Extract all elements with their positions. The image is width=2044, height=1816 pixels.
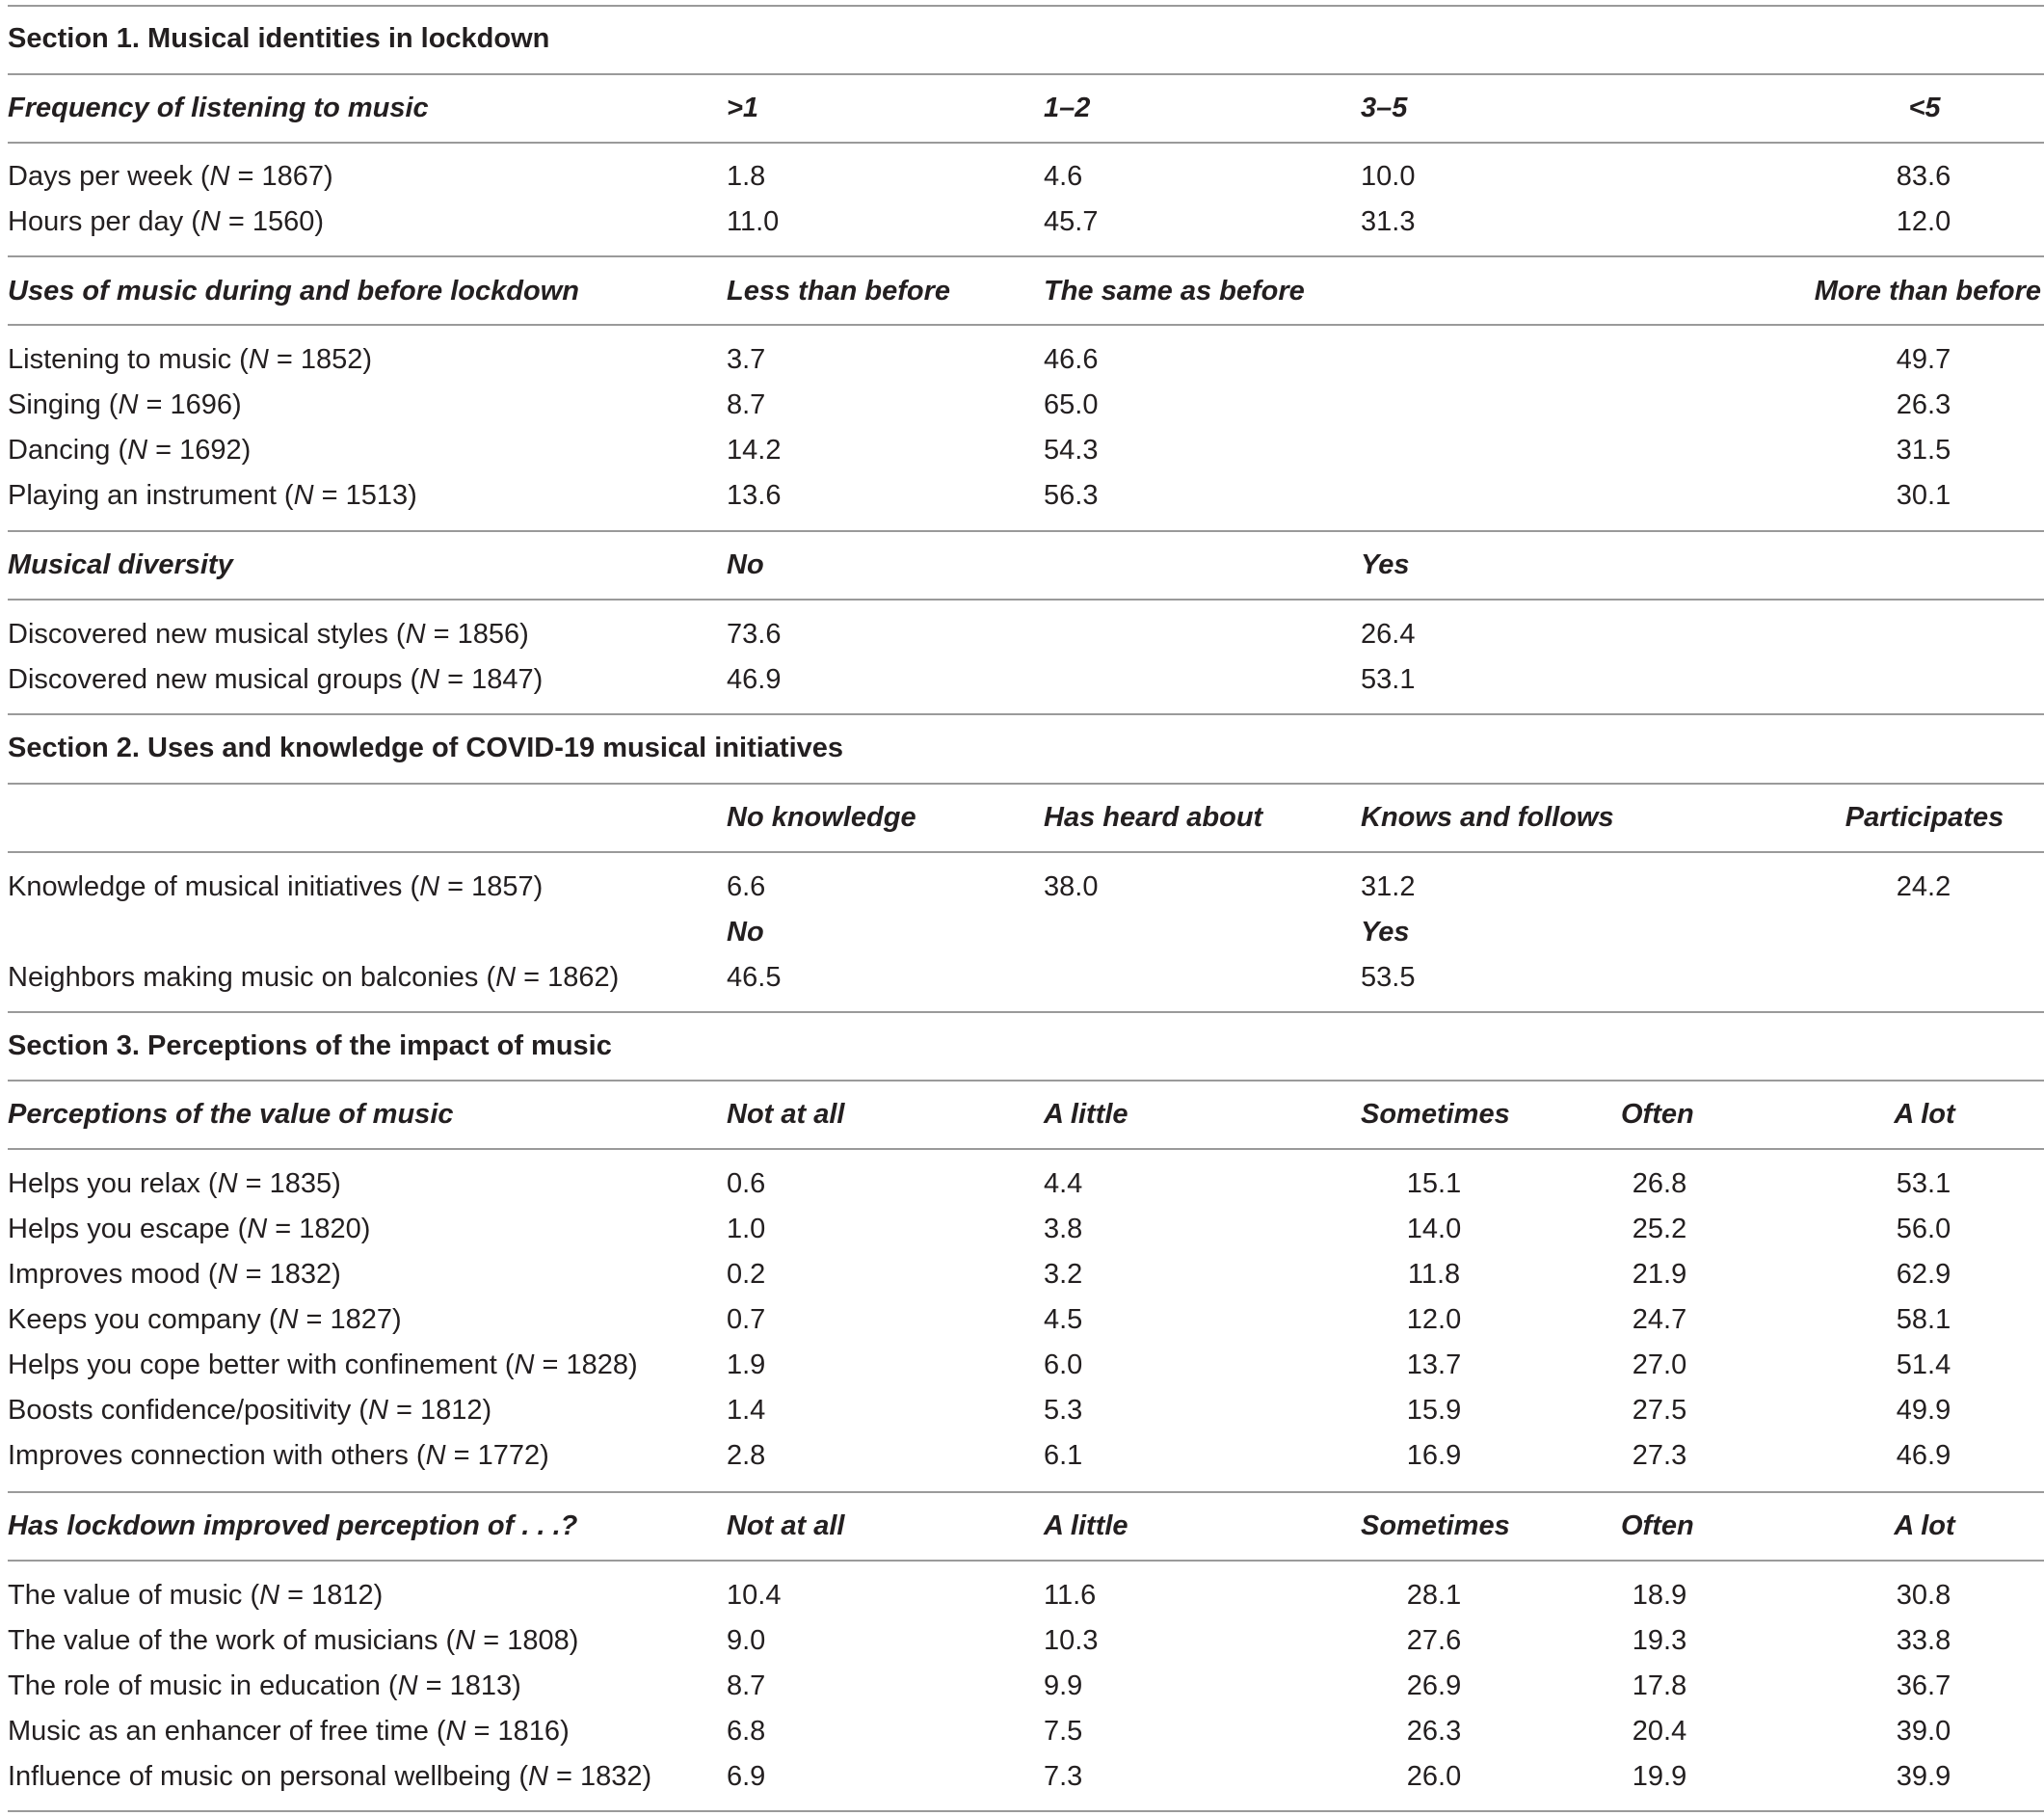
table-cell: 12.0: [1896, 206, 1951, 237]
table-cell: 18.9: [1632, 1580, 1687, 1611]
table-cell: 31.5: [1896, 435, 1951, 466]
table-cell: 4.5: [1044, 1304, 1083, 1335]
table-row: [0, 1300, 2044, 1339]
table-cell: 21.9: [1632, 1259, 1687, 1290]
table-cell: 33.8: [1896, 1625, 1951, 1656]
section-title-row: [0, 1027, 2044, 1065]
table-row: [0, 1436, 2044, 1475]
table-row: [0, 1712, 2044, 1750]
table-rule: [8, 1491, 2044, 1493]
table-row: [0, 660, 2044, 699]
table-cell: 24.2: [1896, 871, 1951, 902]
table-cell: 15.1: [1406, 1168, 1462, 1199]
table-cell: 39.9: [1896, 1761, 1951, 1792]
row-label: Helps you relax (N = 1835): [8, 1168, 341, 1199]
table-cell: 53.5: [1361, 962, 1416, 993]
header-row: [0, 89, 2044, 127]
table-cell: 53.1: [1896, 1168, 1951, 1199]
table-cell: 36.7: [1896, 1670, 1951, 1701]
table-cell: 1.4: [727, 1395, 766, 1426]
table-rule: [8, 1080, 2044, 1082]
table-cell: 56.0: [1896, 1214, 1951, 1244]
column-header: Yes: [1361, 549, 1410, 580]
section-title: Section 3. Perceptions of the impact of music: [8, 1030, 612, 1061]
table-cell: 3.7: [727, 344, 766, 375]
row-label: Influence of music on personal wellbeing (N = 1832): [8, 1761, 652, 1792]
table-cell: 1.9: [727, 1349, 766, 1380]
table-cell: 27.3: [1632, 1440, 1687, 1471]
header-row: [0, 1507, 2044, 1545]
row-label: The value of the work of musicians (N = 1808): [8, 1625, 579, 1656]
table-cell: 0.7: [727, 1304, 766, 1335]
header-row: [0, 1095, 2044, 1134]
section-title-row: [0, 729, 2044, 767]
table-cell: 27.0: [1632, 1349, 1687, 1380]
table-cell: 45.7: [1044, 206, 1099, 237]
table-cell: 26.8: [1632, 1168, 1687, 1199]
table-row: [0, 1576, 2044, 1615]
column-header: Sometimes: [1361, 1510, 1510, 1541]
table-cell: 56.3: [1044, 480, 1099, 511]
table-cell: 9.9: [1044, 1670, 1083, 1701]
table-cell: 51.4: [1896, 1349, 1951, 1380]
column-header: Not at all: [727, 1510, 845, 1541]
table-cell: 19.3: [1632, 1625, 1687, 1656]
table-cell: 6.9: [727, 1761, 766, 1792]
table-cell: 8.7: [727, 1670, 766, 1701]
table-row: [0, 1757, 2044, 1796]
table-rule: [8, 5, 2044, 7]
column-header: Not at all: [727, 1099, 845, 1130]
table-cell: 46.5: [727, 962, 782, 993]
row-label: Knowledge of musical initiatives (N = 1857): [8, 871, 544, 902]
table-rule: [8, 142, 2044, 144]
row-header-label: Frequency of listening to music: [8, 93, 429, 123]
row-header-label: Perceptions of the value of music: [8, 1099, 454, 1130]
row-label: Boosts confidence/positivity (N = 1812): [8, 1395, 492, 1426]
table-cell: 6.6: [727, 871, 766, 902]
row-label: Neighbors making music on balconies (N = 1862): [8, 962, 620, 993]
table-cell: 9.0: [727, 1625, 766, 1656]
table-cell: 3.2: [1044, 1259, 1083, 1290]
column-header: Yes: [1361, 917, 1410, 948]
header-row: [0, 272, 2044, 310]
column-header: Often: [1621, 1099, 1694, 1130]
table-row: [0, 157, 2044, 196]
table-cell: 5.3: [1044, 1395, 1083, 1426]
column-header: Often: [1621, 1510, 1694, 1541]
row-label: Helps you cope better with confinement (N = 1828): [8, 1349, 638, 1380]
table-cell: 27.5: [1632, 1395, 1687, 1426]
table-cell: 65.0: [1044, 389, 1099, 420]
column-header: No knowledge: [727, 802, 916, 833]
table-cell: 4.6: [1044, 161, 1083, 192]
column-header: A little: [1044, 1099, 1128, 1130]
table-rule: [8, 255, 2044, 257]
row-label: Improves mood (N = 1832): [8, 1259, 341, 1290]
table-cell: 15.9: [1406, 1395, 1462, 1426]
table-cell: 6.0: [1044, 1349, 1083, 1380]
table-row: [0, 1255, 2044, 1294]
table-cell: 14.2: [727, 435, 782, 466]
row-label: Days per week (N = 1867): [8, 161, 333, 192]
row-label: Listening to music (N = 1852): [8, 344, 373, 375]
table-row: [0, 202, 2044, 241]
table-row: [0, 958, 2044, 997]
row-header-label: Musical diversity: [8, 549, 233, 580]
table-cell: 3.8: [1044, 1214, 1083, 1244]
row-header-label: Uses of music during and before lockdown: [8, 276, 579, 307]
column-header: More than before: [1814, 276, 2041, 307]
table-cell: 12.0: [1406, 1304, 1462, 1335]
section-title: Section 1. Musical identities in lockdown: [8, 23, 550, 54]
table-cell: 62.9: [1896, 1259, 1951, 1290]
table-cell: 10.0: [1361, 161, 1416, 192]
table-cell: 46.9: [1896, 1440, 1951, 1471]
table-cell: 26.4: [1361, 619, 1416, 650]
table-cell: 7.5: [1044, 1716, 1083, 1747]
table-cell: 16.9: [1406, 1440, 1462, 1471]
table-cell: 14.0: [1406, 1214, 1462, 1244]
table-cell: 46.9: [727, 664, 782, 695]
table-rule: [8, 530, 2044, 532]
column-header: No: [727, 549, 764, 580]
table-row: [0, 1210, 2044, 1248]
table-cell: 30.8: [1896, 1580, 1951, 1611]
table-cell: 8.7: [727, 389, 766, 420]
table-row: [0, 1621, 2044, 1660]
table-rule: [8, 783, 2044, 785]
table-cell: 10.4: [727, 1580, 782, 1611]
table-row: [0, 476, 2044, 515]
table-row: [0, 1667, 2044, 1705]
table-row: [0, 868, 2044, 906]
table-cell: 31.3: [1361, 206, 1416, 237]
table-rule: [8, 599, 2044, 601]
column-header: The same as before: [1044, 276, 1305, 307]
table-cell: 1.0: [727, 1214, 766, 1244]
column-header: 3–5: [1361, 93, 1408, 123]
table-cell: 26.9: [1406, 1670, 1462, 1701]
column-header: Sometimes: [1361, 1099, 1510, 1130]
table-row: [0, 1391, 2044, 1429]
table-cell: 7.3: [1044, 1761, 1083, 1792]
table-cell: 19.9: [1632, 1761, 1687, 1792]
table-cell: 58.1: [1896, 1304, 1951, 1335]
table-row: [0, 431, 2044, 469]
table-row: [0, 1346, 2044, 1384]
column-header: 1–2: [1044, 93, 1091, 123]
table-cell: 25.2: [1632, 1214, 1687, 1244]
table-cell: 17.8: [1632, 1670, 1687, 1701]
table-cell: 39.0: [1896, 1716, 1951, 1747]
table-cell: 20.4: [1632, 1716, 1687, 1747]
table-row: [0, 615, 2044, 654]
section-title: Section 2. Uses and knowledge of COVID-19 musical initiatives: [8, 733, 844, 763]
row-label: The value of music (N = 1812): [8, 1580, 384, 1611]
table-rule: [8, 73, 2044, 75]
column-header: A lot: [1894, 1099, 1955, 1130]
table-cell: 26.3: [1896, 389, 1951, 420]
header-row: [0, 798, 2044, 837]
table-cell: 24.7: [1632, 1304, 1687, 1335]
table-cell: 13.7: [1406, 1349, 1462, 1380]
table-rule: [8, 713, 2044, 715]
table-cell: 0.6: [727, 1168, 766, 1199]
column-header: <5: [1908, 93, 1941, 123]
table-cell: 26.0: [1406, 1761, 1462, 1792]
table-cell: 11.6: [1044, 1580, 1097, 1611]
table-cell: 31.2: [1361, 871, 1416, 902]
table-cell: 54.3: [1044, 435, 1099, 466]
row-label: Singing (N = 1696): [8, 389, 242, 420]
table-cell: 2.8: [727, 1440, 766, 1471]
section-title-row: [0, 19, 2044, 58]
table-cell: 83.6: [1896, 161, 1951, 192]
row-label: Hours per day (N = 1560): [8, 206, 325, 237]
table-rule: [8, 1148, 2044, 1150]
table-rule: [8, 1810, 2044, 1812]
table-cell: 46.6: [1044, 344, 1099, 375]
row-label: Improves connection with others (N = 1772): [8, 1440, 549, 1471]
row-label: Dancing (N = 1692): [8, 435, 252, 466]
column-header: Knows and follows: [1361, 802, 1614, 833]
row-label: Discovered new musical styles (N = 1856): [8, 619, 529, 650]
row-label: Helps you escape (N = 1820): [8, 1214, 371, 1244]
table-cell: 13.6: [727, 480, 782, 511]
row-label: Playing an instrument (N = 1513): [8, 480, 417, 511]
table-cell: 11.8: [1407, 1259, 1461, 1290]
table-cell: 4.4: [1044, 1168, 1083, 1199]
column-header: >1: [727, 93, 759, 123]
table-row: [0, 340, 2044, 379]
table-cell: 73.6: [727, 619, 782, 650]
column-header: A little: [1044, 1510, 1128, 1541]
table-cell: 6.1: [1044, 1440, 1083, 1471]
row-label: The role of music in education (N = 1813): [8, 1670, 521, 1701]
table-cell: 1.8: [727, 161, 766, 192]
column-header: A lot: [1894, 1510, 1955, 1541]
row-header-label: Has lockdown improved perception of . . .?: [8, 1510, 578, 1541]
table-cell: 49.7: [1896, 344, 1951, 375]
table-row: [0, 1164, 2044, 1203]
row-label: Keeps you company (N = 1827): [8, 1304, 402, 1335]
column-header: Less than before: [727, 276, 951, 307]
table-rule: [8, 851, 2044, 853]
table-cell: 49.9: [1896, 1395, 1951, 1426]
table-cell: 28.1: [1406, 1580, 1462, 1611]
column-header: Has heard about: [1044, 802, 1263, 833]
row-label: Discovered new musical groups (N = 1847): [8, 664, 544, 695]
table-cell: 10.3: [1044, 1625, 1099, 1656]
table-cell: 0.2: [727, 1259, 766, 1290]
subheader-row: [0, 913, 2044, 951]
header-row: [0, 546, 2044, 584]
table-rule: [8, 1560, 2044, 1562]
table-cell: 30.1: [1896, 480, 1951, 511]
table-cell: 27.6: [1406, 1625, 1462, 1656]
row-label: Music as an enhancer of free time (N = 1816): [8, 1716, 570, 1747]
column-header: Participates: [1845, 802, 2004, 833]
table-cell: 11.0: [727, 206, 780, 237]
table-row: [0, 386, 2044, 424]
table-cell: 38.0: [1044, 871, 1099, 902]
column-header: No: [727, 917, 764, 948]
table-rule: [8, 1011, 2044, 1013]
table-cell: 53.1: [1361, 664, 1416, 695]
table-cell: 6.8: [727, 1716, 766, 1747]
table-cell: 26.3: [1406, 1716, 1462, 1747]
table-rule: [8, 324, 2044, 326]
